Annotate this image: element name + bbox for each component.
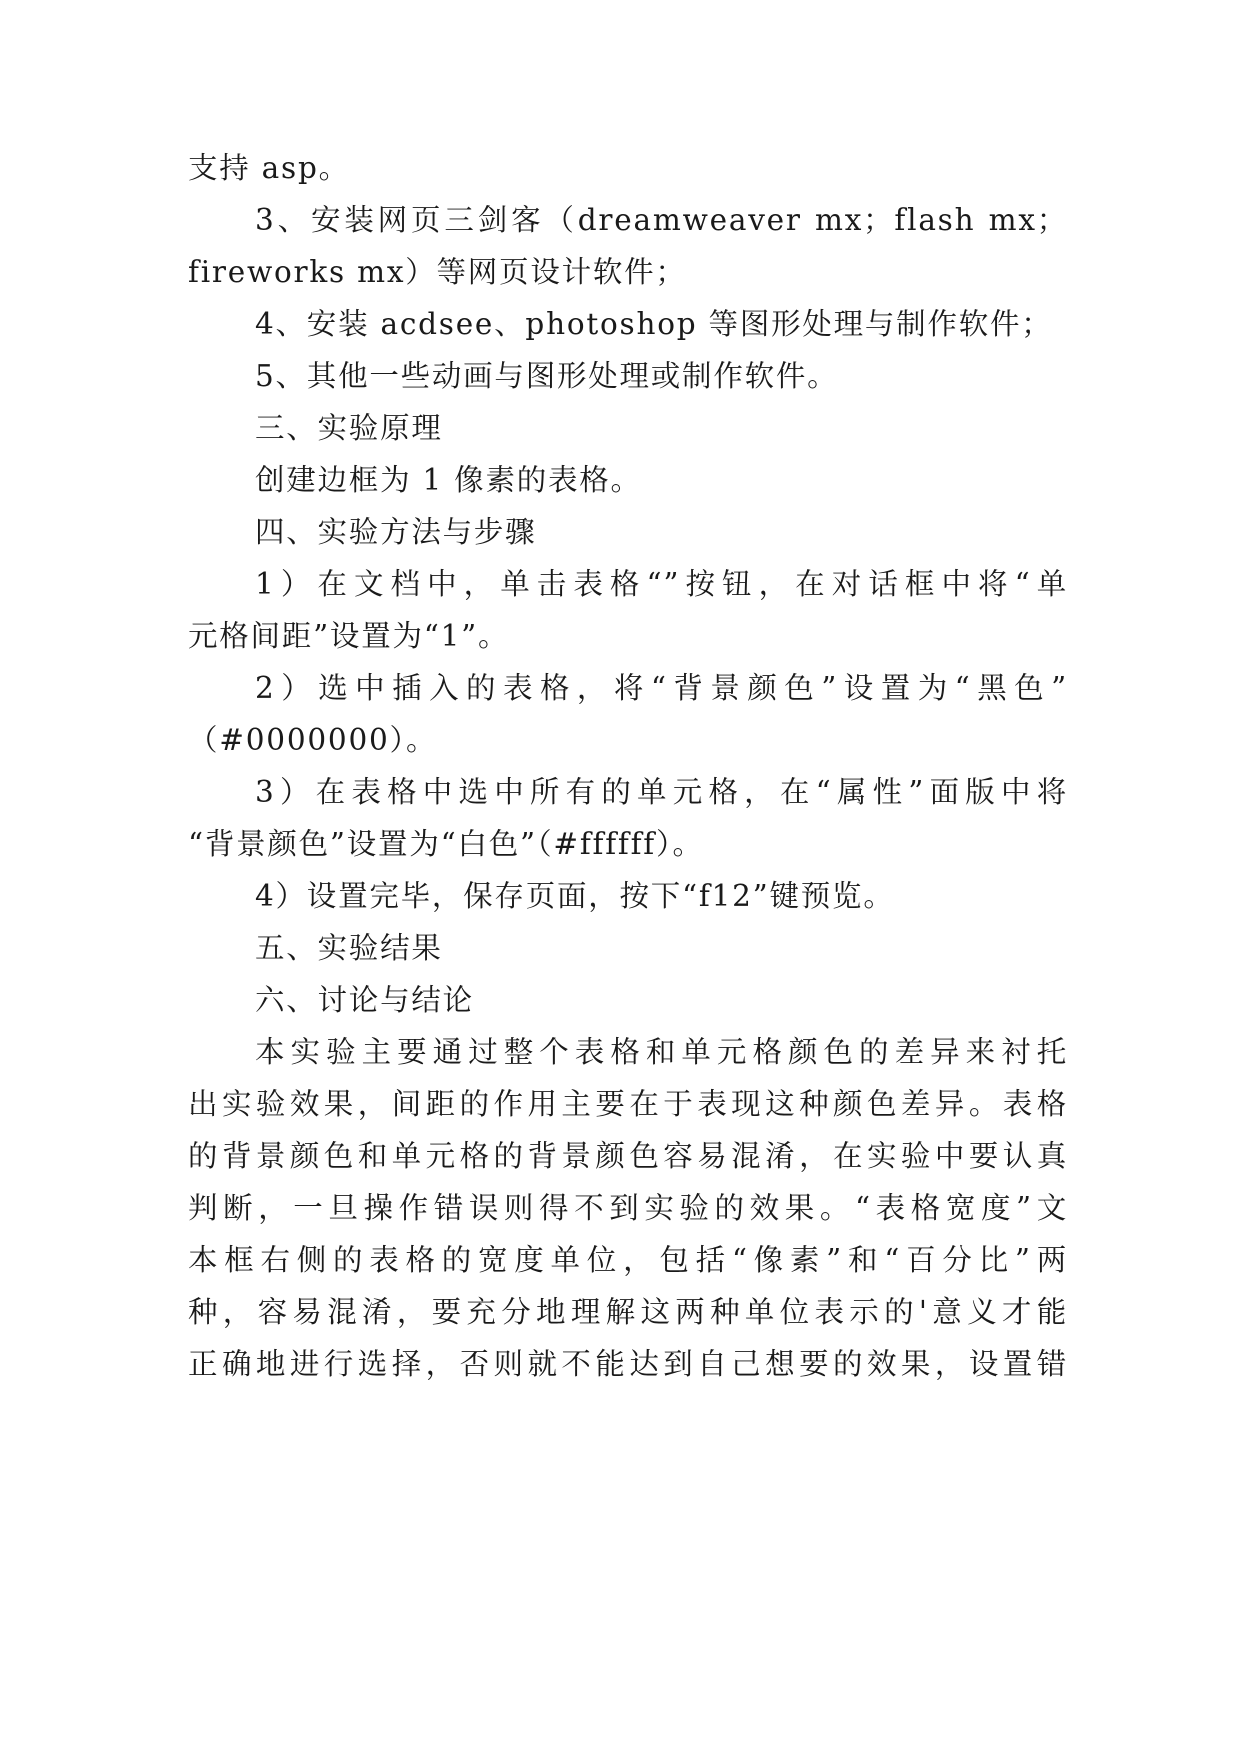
text-line: 元格间距”设置为“1”。 bbox=[188, 619, 510, 653]
text-line: 5、其他一些动画与图形处理或制作软件。 bbox=[255, 359, 839, 393]
text-line: 判断，一旦操作错误则得不到实验的效果。“表格宽度”文 bbox=[188, 1191, 1068, 1225]
text-line: 1）在文档中，单击表格“”按钮，在对话框中将“单 bbox=[255, 567, 1068, 601]
text-line: 出实验效果，间距的作用主要在于表现这种颜色差异。表格 bbox=[188, 1087, 1068, 1121]
text-line: （#0000000）。 bbox=[188, 723, 438, 757]
text-line: 4、安装 acdsee、photoshop 等图形处理与制作软件； bbox=[255, 307, 1053, 341]
text-line: 种，容易混淆，要充分地理解这两种单位表示的'意义才能 bbox=[188, 1295, 1068, 1329]
section-heading: 四、实验方法与步骤 bbox=[255, 515, 537, 549]
text-line: 2）选中插入的表格，将“背景颜色”设置为“黑色” bbox=[255, 671, 1068, 705]
section-heading: 五、实验结果 bbox=[255, 931, 443, 965]
text-line: 支持 asp。 bbox=[188, 151, 350, 185]
text-line: 3、安装网页三剑客（dreamweaver mx；flash mx； bbox=[255, 203, 1068, 237]
text-line: 3）在表格中选中所有的单元格，在“属性”面版中将 bbox=[255, 775, 1068, 809]
text-line: 4）设置完毕，保存页面，按下“f12”键预览。 bbox=[255, 879, 895, 913]
text-line: 本框右侧的表格的宽度单位，包括“像素”和“百分比”两 bbox=[188, 1243, 1068, 1277]
text-line: 创建边框为 1 像素的表格。 bbox=[255, 463, 642, 497]
text-line: 本实验主要通过整个表格和单元格颜色的差异来衬托 bbox=[255, 1035, 1068, 1069]
section-heading: 六、讨论与结论 bbox=[255, 983, 474, 1017]
text-line: 正确地进行选择，否则就不能达到自己想要的效果，设置错 bbox=[188, 1347, 1068, 1381]
text-line: “背景颜色”设置为“白色”（#ffffff）。 bbox=[188, 827, 704, 861]
section-heading: 三、实验原理 bbox=[255, 411, 443, 445]
text-line: 的背景颜色和单元格的背景颜色容易混淆，在实验中要认真 bbox=[188, 1139, 1068, 1173]
text-line: fireworks mx）等网页设计软件； bbox=[188, 255, 687, 289]
